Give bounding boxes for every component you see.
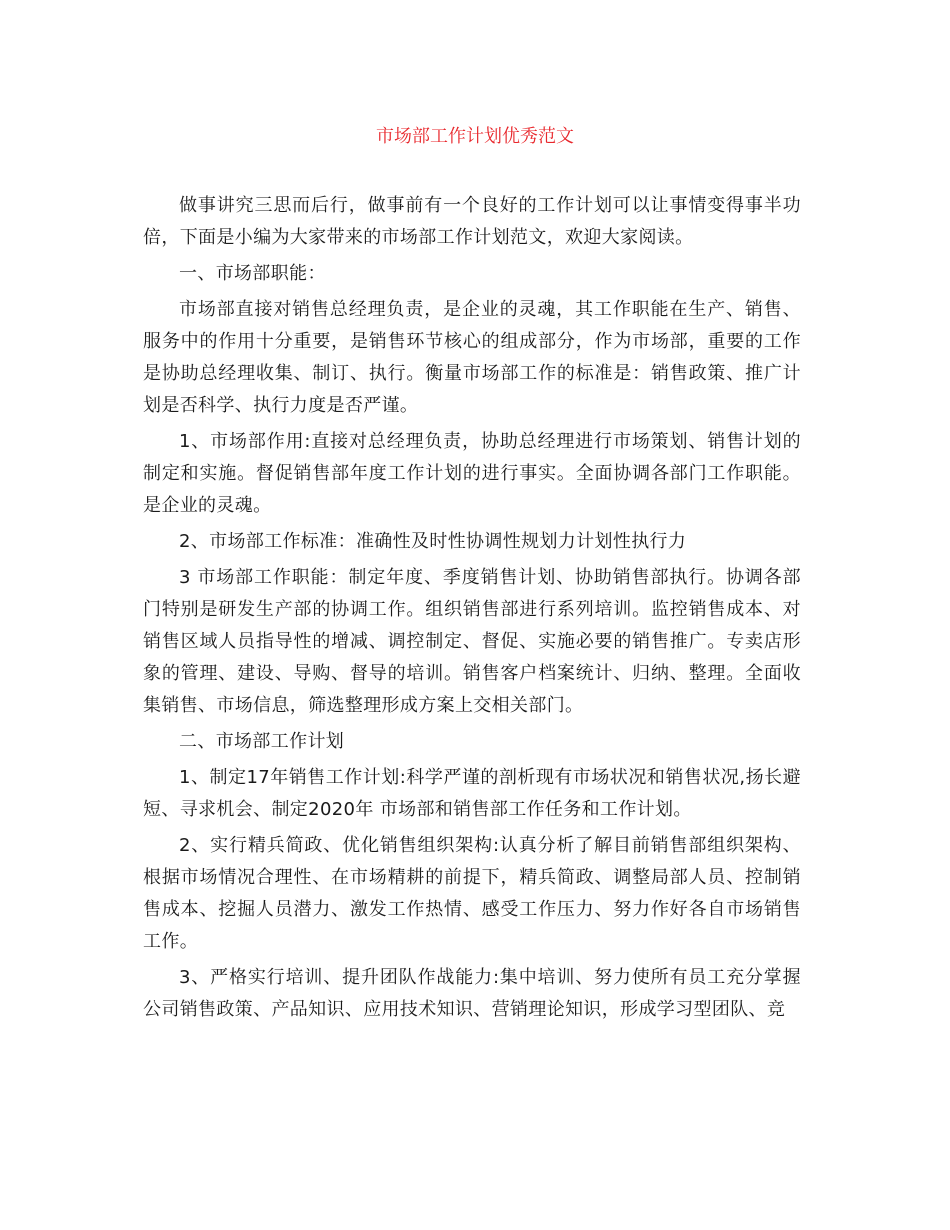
document-body bbox=[143, 190, 801, 1030]
paragraph-plan-3: 3、严格实行培训、提升团队作战能力:集中培训、努力使所有员工充分掌握公司销售政策、产品知识、应用技术知识、营销理论知识，形成学习型团队、竞 bbox=[143, 967, 801, 1020]
heading-market-functions: 一、市场部职能： bbox=[179, 263, 326, 284]
paragraph-plan-2: 2、实行精兵简政、优化销售组织架构:认真分析了解目前销售部组织架构、根据市场情况合理性、在市场精耕的前提下，精兵简政、调整局部人员、控制销售成本、挖掘人员潜力、激发工作热情、感受工作压力、努力作好各自市场销售工作。 bbox=[143, 835, 801, 952]
paragraph-plan-1: 1、制定17年销售工作计划:科学严谨的剖析现有市场状况和销售状况,扬长避短、寻求机会、制定2020年 市场部和销售部工作任务和工作计划。 bbox=[143, 767, 801, 820]
paragraph-duties: 3 市场部工作职能：制定年度、季度销售计划、协助销售部执行。协调各部门特别是研发生产部的协调工作。组织销售部进行系列培训。监控销售成本、对销售区域人员指导性的增减、调控制定、督促、实施必要的销售推广。专卖店形象的管理、建设、导购、督导的培训。销售客户档案统计、归纳、整理。全面收集销售、市场信息，筛选整理形成方案上交相关部门。 bbox=[143, 567, 801, 716]
heading-work-plan: 二、市场部工作计划 bbox=[179, 731, 345, 752]
paragraph-intro: 做事讲究三思而后行，做事前有一个良好的工作计划可以让事情变得事半功倍，下面是小编为大家带来的市场部工作计划范文，欢迎大家阅读。 bbox=[143, 195, 801, 248]
paragraph-standards: 2、市场部工作标准：准确性及时性协调性规划力计划性执行力 bbox=[179, 531, 687, 552]
paragraph-role: 1、市场部作用:直接对总经理负责，协助总经理进行市场策划、销售计划的制定和实施。督促销售部年度工作计划的进行事实。全面协调各部门工作职能。是企业的灵魂。 bbox=[143, 431, 801, 516]
document-title: 市场部工作计划优秀范文 bbox=[376, 126, 574, 147]
paragraph-functions: 市场部直接对销售总经理负责，是企业的灵魂，其工作职能在生产、销售、服务中的作用十分重要，是销售环节核心的组成部分，作为市场部，重要的工作是协助总经理收集、制订、执行。衡量市场部工作的标准是：销售政策、推广计划是否科学、执行力度是否严谨。 bbox=[143, 299, 801, 416]
